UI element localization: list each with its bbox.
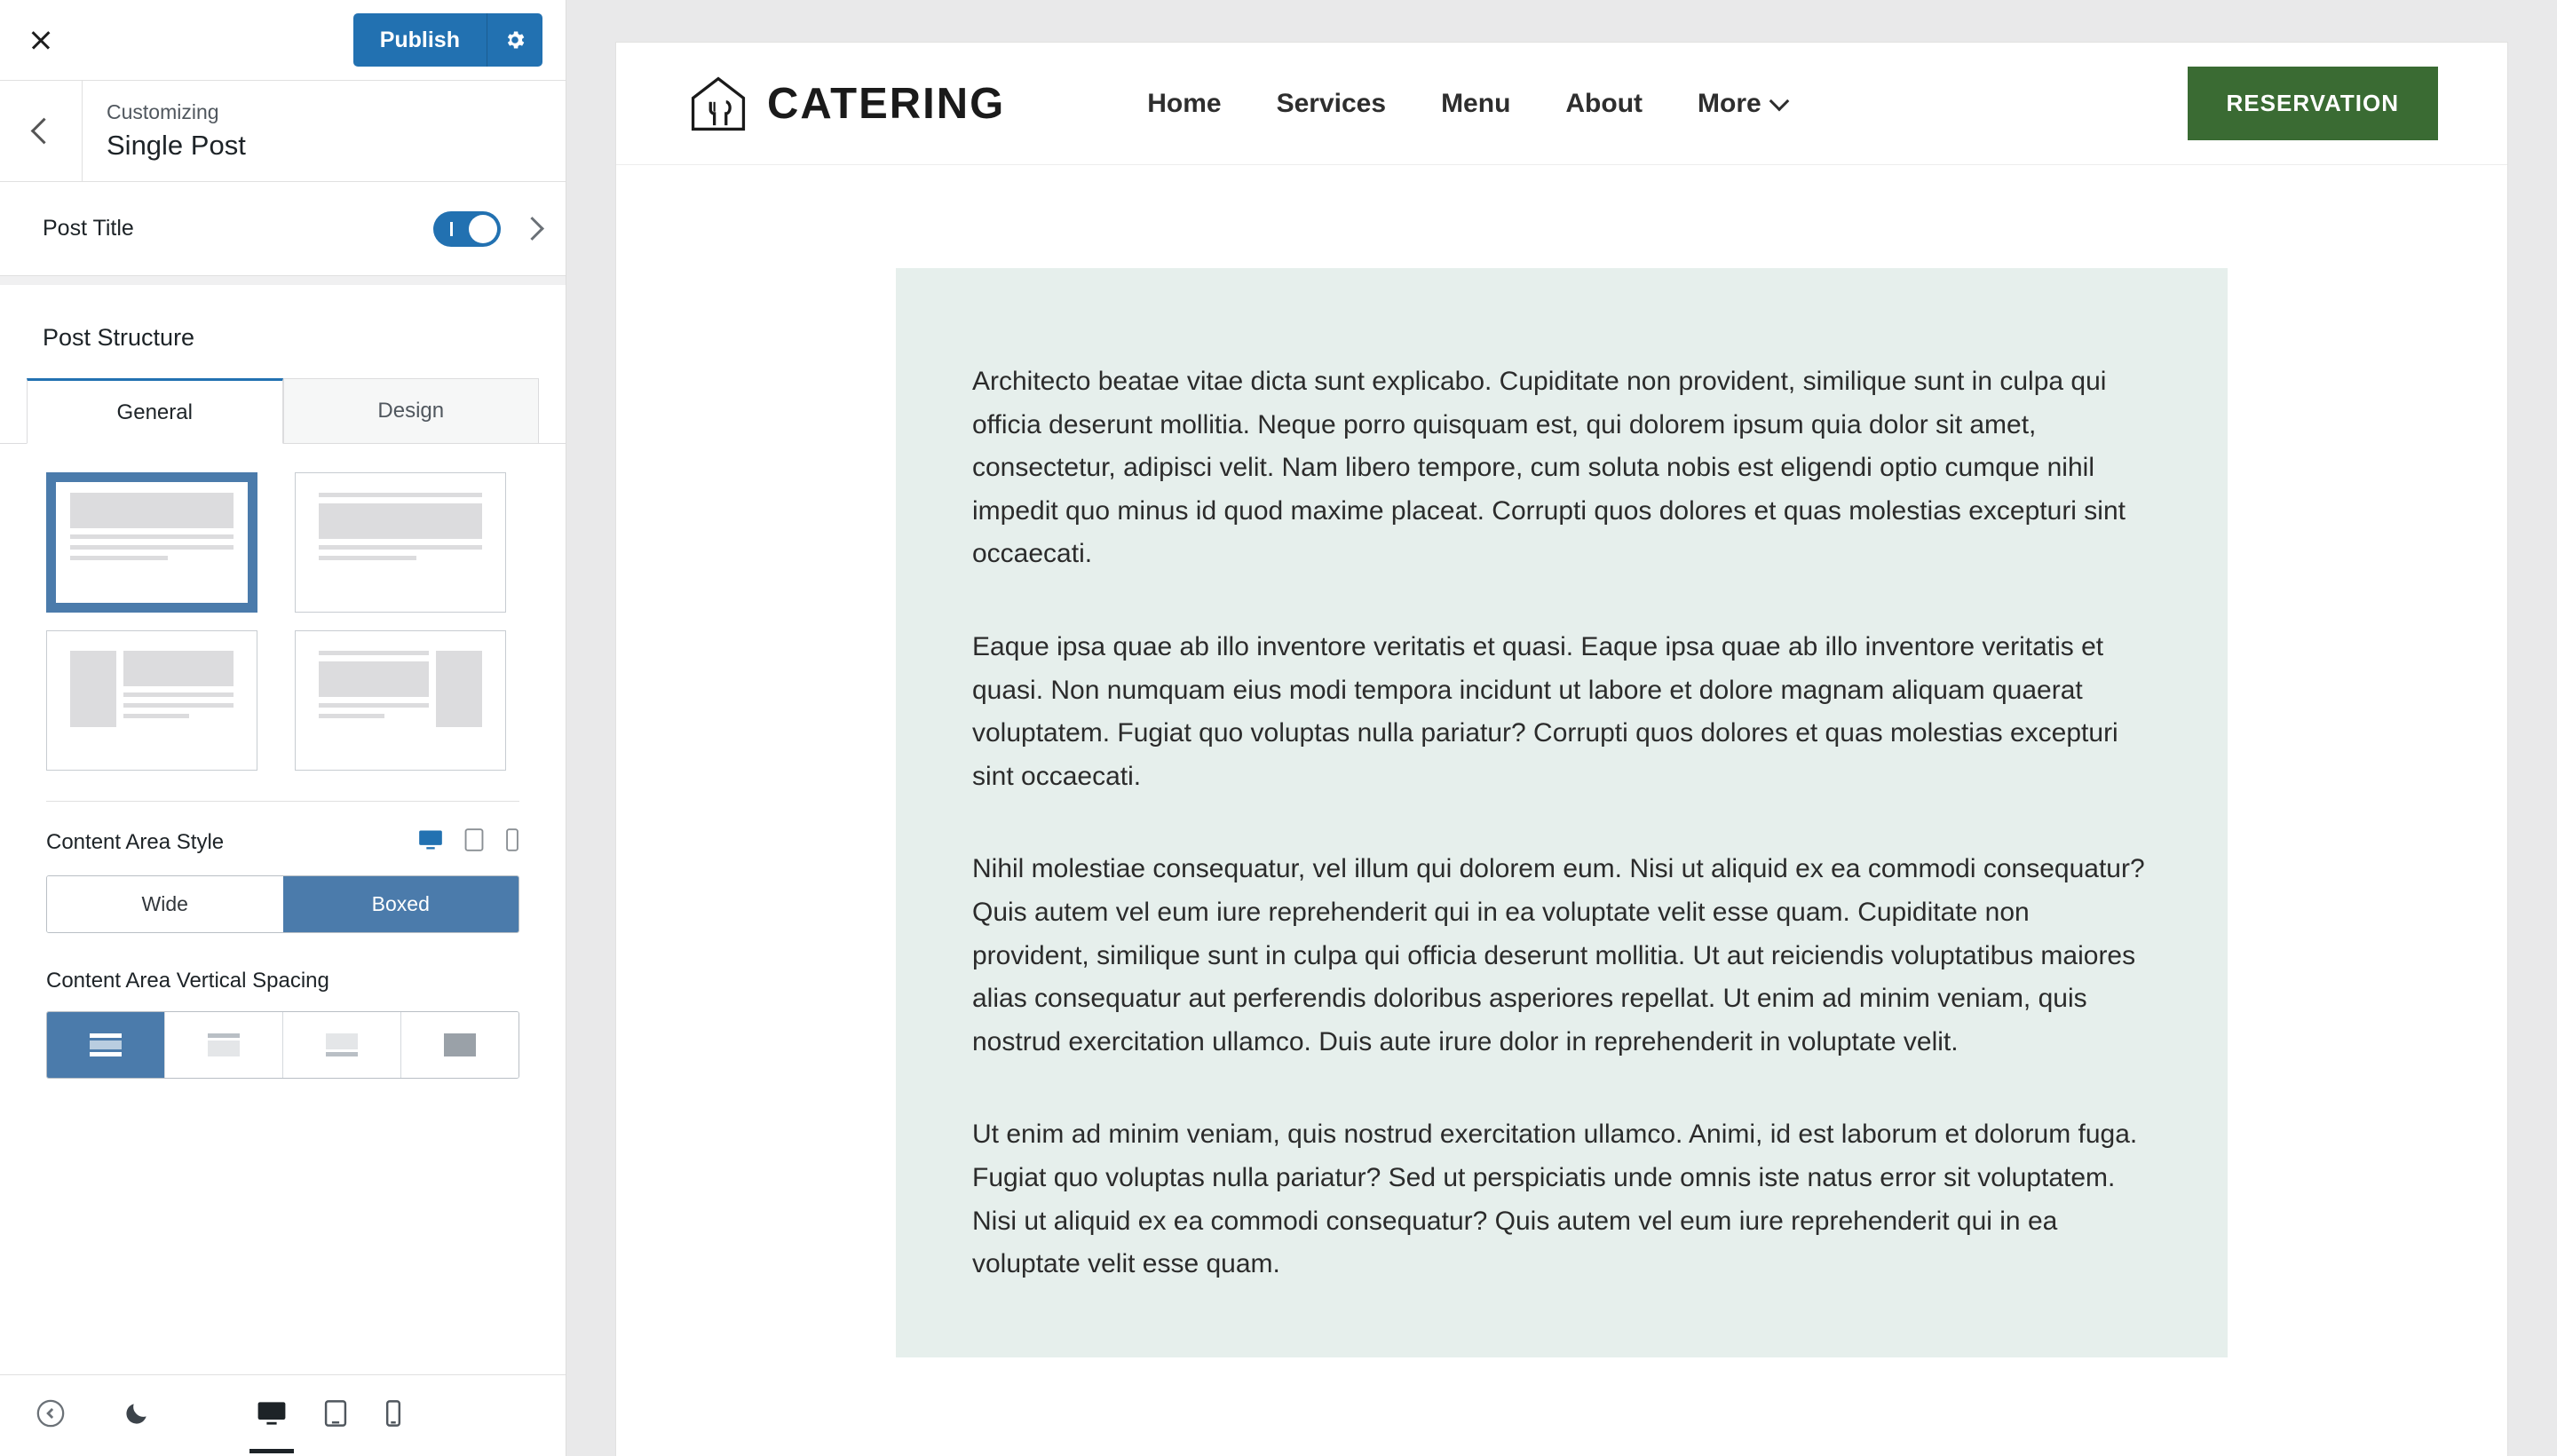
layout-option-left-sidebar[interactable] [46,630,257,771]
layout-thumb [305,482,496,603]
layout-thumb-line [319,493,482,497]
panel-header-texts [83,100,246,162]
post-paragraph: Nihil molestiae consequatur, vel illum qui dolorem eum. Nisi ut aliquid ex ea commodi consequatur? Quis autem vel eum iure reprehenderit qui in ea voluptate velit esse quam. Cupiditate non provident, similique sunt in culpa qui officia deserunt mollitia. Ut aut reiciendis voluptatibus maiores alias consequatur aut perferendis doloribus asperiores repellat. Ut enim ad minim veniam, quis nostrud exercitation ullamco. Duis aute irure dolor in reprehenderit in voluptate velit. [972,854,2145,1056]
nav-label: More [1698,88,1761,118]
gear-icon [503,28,526,51]
content-area-style-options [46,875,519,933]
layout-thumb-line [319,545,482,550]
spacing-option-none[interactable] [401,1012,519,1078]
layout-thumb-line [123,703,234,708]
layout-thumb-image [319,503,482,539]
mobile-icon[interactable] [505,828,519,856]
site-header [616,43,2507,165]
back-button[interactable] [0,81,83,181]
dark-mode-icon[interactable] [123,1399,151,1432]
chevron-right-icon[interactable] [520,217,544,241]
content-style-boxed-option[interactable]: Boxed [283,876,519,932]
panel-header [0,81,566,182]
close-customizer-button[interactable] [0,0,82,80]
layout-thumb-line [70,545,234,550]
site-preview-area [566,0,2557,1456]
close-icon [28,27,54,53]
layout-thumb-main [319,493,482,592]
layout-options [0,444,566,771]
spacing-option-top[interactable] [165,1012,283,1078]
layout-thumb-line [123,692,234,697]
nav-label: Services [1276,88,1387,118]
sidebar-footer [0,1374,566,1456]
reservation-button[interactable]: RESERVATION [2188,67,2438,140]
post-title-section[interactable] [0,182,566,276]
collapse-sidebar-icon[interactable] [36,1398,66,1433]
layout-option-narrow[interactable] [295,472,506,613]
layout-thumb-sidebar [70,651,116,750]
site-nav [1147,89,1785,119]
layout-thumb-line [319,714,384,718]
nav-label: Menu [1441,88,1511,118]
publish-settings-button[interactable] [487,13,542,67]
publish-button[interactable]: Publish [353,13,487,67]
layout-thumb [56,640,248,761]
layout-thumb-sidebar-block [436,651,482,727]
nav-item-home[interactable] [1147,89,1221,119]
layout-thumb-line [319,703,429,708]
post-title-controls [433,211,541,247]
footer-left-controls [36,1398,151,1433]
layout-thumb [305,640,496,761]
layout-thumb-sidebar [436,651,482,750]
layout-thumb-line [123,714,189,718]
nav-item-menu[interactable] [1441,89,1510,119]
layout-thumb-image [319,661,429,697]
footer-tablet-icon[interactable] [324,1400,347,1431]
sidebar-toolbar [0,0,566,81]
publish-group [353,13,542,67]
tab-design[interactable]: Design [283,378,540,443]
post-title-toggle[interactable] [433,211,501,247]
post-structure-panel [0,276,566,1374]
post-title-label: Post Title [43,216,134,241]
layout-thumb-main [70,493,234,592]
nav-label: About [1565,88,1643,118]
spacing-both-icon [88,1032,123,1058]
layout-thumb-main [123,651,234,750]
nav-item-services[interactable] [1277,89,1386,119]
footer-mobile-icon[interactable] [384,1400,402,1431]
spacing-none-icon [442,1032,478,1058]
spacing-option-bottom[interactable] [283,1012,401,1078]
post-structure-title: Post Structure [43,324,195,351]
site-logo-text: CATERING [767,79,1006,128]
post-content-box [896,268,2228,1357]
toggle-bar-icon [450,222,453,236]
nav-item-more[interactable] [1698,89,1786,119]
layout-thumb-line [70,556,168,560]
customizer-sidebar [0,0,566,1456]
chevron-left-icon [30,118,57,145]
post-paragraph: Architecto beatae vitae dicta sunt explicabo. Cupiditate non provident, similique sunt in culpa qui officia deserunt mollitia. Neque porro quisquam est, qui dolorem ipsum quia dolor sit amet, consectetur, adipisci velit. Nam libero tempore, cum soluta nobis est eligendi optio cumque nihil impedit quo minus id quod maxime placeat. Corrupti quos dolores et quas molestias excepturi sint occaecati. [972,367,2126,569]
layout-thumb-line [319,651,429,655]
layout-thumb-image [123,651,234,686]
content-area-style-row [0,802,566,856]
customizing-label: Customizing [107,100,219,124]
layout-option-right-sidebar[interactable] [295,630,506,771]
layout-thumb [56,482,248,603]
toggle-knob [469,215,497,243]
content-area-vertical-spacing-options [46,1011,519,1079]
content-style-wide-option[interactable]: Wide [47,876,283,932]
nav-label: Home [1147,88,1222,118]
tab-general[interactable]: General [27,378,283,444]
nav-item-about[interactable] [1565,89,1643,119]
house-fork-spoon-icon [687,73,749,135]
chevron-down-icon [1769,91,1789,111]
layout-thumb-main [319,651,429,750]
responsive-device-switch [418,828,519,856]
footer-device-switch [257,1400,402,1431]
layout-thumb-line [319,556,416,560]
layout-thumb-line [70,534,234,539]
site-preview-frame [616,43,2507,1456]
post-paragraph: Eaque ipsa quae ab illo inventore veritatis et quasi. Eaque ipsa quae ab illo inventore veritatis et quasi. Non numquam eius modi tempora incidunt ut labore et dolore magnam aliquam quaerat voluptatem. Fugiat quo voluptas nulla pariatur? Corrupti quos dolores et quas molestias excepturi sint occaecati. [972,631,2118,791]
layout-option-full-width[interactable] [46,472,257,613]
structure-tabs [0,378,566,444]
spacing-option-both[interactable] [47,1012,165,1078]
desktop-icon[interactable] [418,829,443,855]
layout-thumb-image [70,493,234,528]
site-body [616,165,2507,1357]
panel-title: Single Post [107,129,246,161]
post-paragraph: Ut enim ad minim veniam, quis nostrud exercitation ullamco. Animi, id est laborum et dolorum fuga. Fugiat quo voluptas nulla pariatur? Sed ut perspiciatis unde omnis iste natus error sit voluptatem. Nisi ut aliquid ex ea commodi consequatur? Quis autem vel eum iure reprehenderit qui in ea voluptate velit esse quam. [972,1120,2138,1279]
spacing-bottom-icon [324,1032,360,1058]
tablet-icon[interactable] [464,828,484,856]
content-area-style-label: Content Area Style [46,829,225,854]
site-logo[interactable] [687,73,1005,135]
content-area-vertical-spacing-label: Content Area Vertical Spacing [46,969,329,993]
footer-desktop-icon[interactable] [257,1401,287,1430]
spacing-top-icon [206,1032,241,1058]
layout-thumb-sidebar-block [70,651,116,727]
